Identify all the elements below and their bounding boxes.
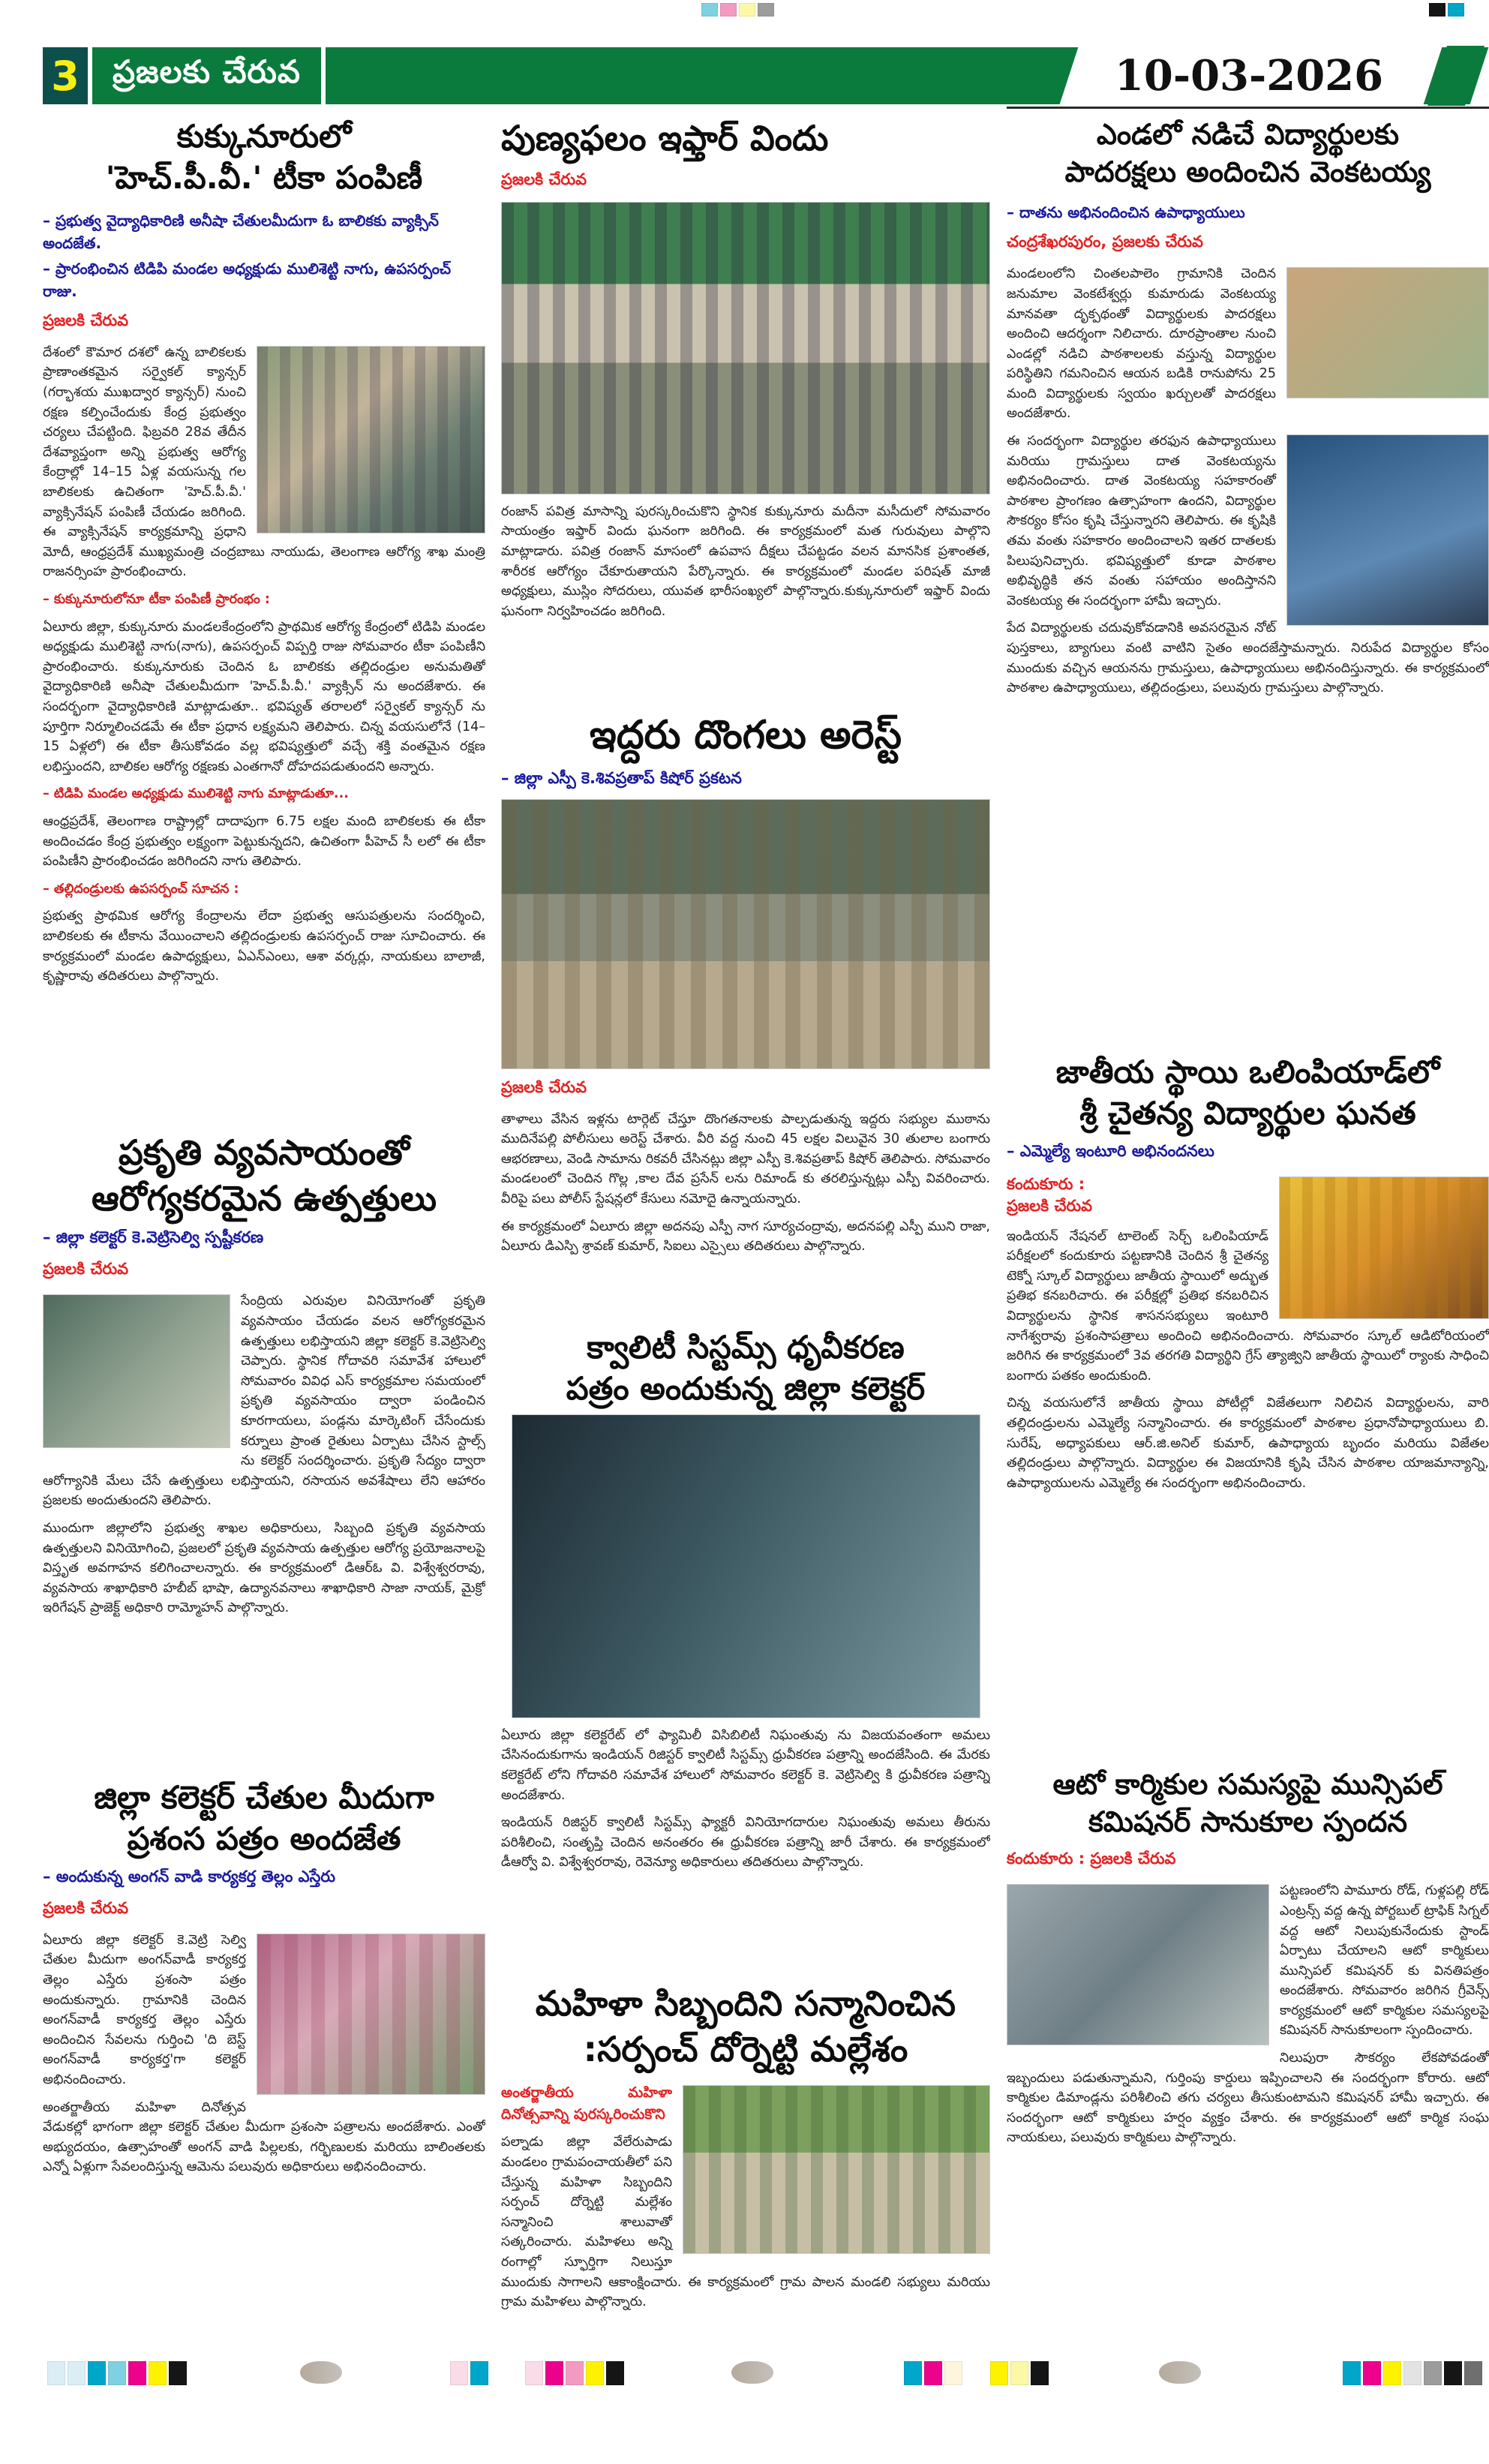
column-3 <box>1007 116 1489 2363</box>
article-headline: పత్రం అందుకున్న జిల్లా కలెక్టర్ <box>566 1370 926 1408</box>
article-headline: ఆరోగ్యకరమైన ఉత్పత్తులు <box>91 1177 437 1218</box>
color-swatch <box>904 2361 922 2385</box>
body-paragraph: ఈ కార్యక్రమంలో ఏలూరు జిల్లా అదనపు ఎస్పీ నాగ సూర్యచంద్రావు, అదనపల్లి ఎస్పీ ముని రాజా, ఏలూరు డిఎస్పి శ్రావణ్ కుమార్, సిఐలు ఎస్సైలు తదితరులు పాల్గొన్నారు. <box>501 1218 990 1255</box>
color-swatch <box>990 2361 1008 2385</box>
column-2 <box>501 116 990 2363</box>
body-paragraph: ఏలూరు జిల్లా కలెక్టర్ కె.వెట్రి సెల్వి చేతుల మీదుగా అంగన్‌వాడీ కార్యకర్త తెల్లం ఎస్తేరు ప్రశంసా పత్రం అందుకున్నారు. గ్రామానికి చెందిన అంగన్‌వాడీ కార్యకర్త తెల్లం ఎస్తేరు అందించిన సేవలను గుర్తించి 'ది బెస్ట్ అంగన్‌వాడీ కార్యకర్త'గా కలెక్టర్ అభినందించారు. <box>43 1932 246 2088</box>
body-paragraph: ఆంధ్రప్రదేశ్, తెలంగాణ రాష్ట్రాల్లో దాదాపుగా 6.75 లక్షల మంది బాలికలకు ఈ టీకా అందించడం కేంద్ర ప్రభుత్వం లక్ష్యంగా పెట్టుకున్నదని, ఉచితంగా పీహెచ్ సీ లలో ఈ టీకా పంపిణీని ప్రారంభించడం జరిగిందని నాగు తెలిపారు. <box>43 813 485 870</box>
article-body <box>501 2082 990 2312</box>
article-auto-workers <box>1007 1765 1489 2358</box>
color-swatch <box>606 2361 624 2385</box>
photo-vaccination-event <box>257 346 485 533</box>
article-headline: :సర్పంచ్ దోర్నెట్టి మల్లేశం <box>583 2028 908 2069</box>
dateline: కందుకూరు : ప్రజలకి చేరువ <box>1007 1850 1176 1868</box>
article-body <box>1007 1881 1489 2148</box>
byline: – అందుకున్న అంగన్ వాడి కార్యకర్త తెల్లం ఎస్తేరు <box>43 1867 336 1886</box>
body-paragraph: ముందుగా జిల్లాలోని ప్రభుత్వ శాఖల అధికారులు, సిబ్బంది ప్రకృతి వ్యవసాయ ఉత్పత్తులని వినియోగించి, ప్రజలలో ప్రకృతి వ్యవసాయ ఉత్పత్తుల ఆరోగ్య ప్రయోజనాలపై విస్తృత అవగాహన కలిగించాలన్నారు. ఈ కార్యక్రమంలో డిఆర్ఓ వి. విశ్వేశ్వరరావు, వ్యవసాయ శాఖాధికారి హబీబ్ భాషా, ఉద్యానవనాలు శాఖాధికారి సాజా నాయక్, మైక్రో ఇరిగేషన్ ప్రాజెక్ట్ అధికారి రామ్మోహన్ పాల్గొన్నారు. <box>43 1520 485 1616</box>
article-hpv-vaccine <box>43 116 485 1113</box>
masthead: ప్రజలకు చేరువ <box>92 47 321 104</box>
dateline: ప్రజలకి చేరువ <box>501 170 587 188</box>
color-swatch <box>1010 2361 1028 2385</box>
article-headline: ఎండలో నడిచే విద్యార్థులకు <box>1096 118 1400 151</box>
page-number: 3 <box>43 47 88 104</box>
article-body <box>1007 264 1489 698</box>
bullet-point: – దాతను అభినందించిన ఉపాధ్యాయులు <box>1007 203 1245 222</box>
photo-commissioner-meeting <box>1007 1884 1269 2045</box>
article-body <box>43 1931 485 2177</box>
article-headline: ఆటో కార్మికుల సమస్యపై మున్సిపల్ <box>1052 1768 1443 1801</box>
article-headline: ప్రశంస పత్రం అందజేత <box>127 1820 401 1858</box>
body-paragraph: మండలంలోని చింతలపాలెం గ్రామానికి చెందిన జనుమాల వెంకటేశ్వర్లు కుమారుడు వెంకటయ్య మానవతా దృక్పథంతో విద్యార్థులకు పాదరక్షలు అందించి ఆదర్శంగా నిలిచారు. దూరప్రాంతాల నుంచి ఎండల్లో నడిచి పాఠశాలలకు వస్తున్న విద్యార్థుల పరిస్థితిని గమనించిన ఆయన బడికి రానుపోను 25 మంది విద్యార్థులకు స్వయం ఖర్చులతో పాదరక్షలు అందజేశారు. <box>1007 266 1276 422</box>
color-swatch <box>1444 2361 1462 2385</box>
article-headline: మహిళా సిబ్బందిని సన్మానించిన <box>535 1983 956 2024</box>
color-swatch <box>128 2361 146 2385</box>
color-swatch <box>758 3 774 17</box>
byline: – జిల్లా ఎస్పీ కె.శివప్రతాప్ కిషోర్ ప్రకటన <box>501 768 742 787</box>
photo-iftar-gathering <box>501 202 990 494</box>
article-women-staff-felicitation <box>501 1981 990 2356</box>
article-body <box>501 1726 990 1873</box>
article-headline: కమిషనర్ సానుకూల స్పందన <box>1088 1805 1408 1839</box>
color-swatch <box>470 2361 488 2385</box>
photo-certificate-presentation <box>512 1414 980 1718</box>
registration-marks-bottom-3 <box>525 2361 624 2385</box>
dateline: ప్రజలకి చేరువ <box>43 1898 129 1917</box>
body-paragraph: పల్నాడు జిల్లా వేలేరుపాడు మండలం గ్రామపంచాయతీలో పని చేస్తున్న మహిళా సిబ్బందిని సర్పంచ్ దోర్నెట్టి మల్లేశం సన్మానించి శాలువాతో సత్కరించారు. మహిళలు అన్ని రంగాల్లో స్ఫూర్తిగా నిలుస్తూ ముందుకు సాగాలని ఆకాంక్షించారు. ఈ కార్యక్రమంలో గ్రామ పాలన మండలి సభ్యులు మరియు గ్రామ మహిళలు పాల్గొన్నారు. <box>501 2135 990 2310</box>
color-swatch <box>1448 3 1464 17</box>
registration-marks-bottom-5 <box>990 2361 1049 2385</box>
dateline-line: ప్రజలకి చేరువ <box>1007 1197 1093 1215</box>
photo-donor-portrait <box>1286 434 1489 626</box>
registration-barrel <box>300 2361 342 2384</box>
red-subhead: – కుక్కునూరులోనూ టీకా పంపిణీ ప్రారంభం : <box>43 592 270 607</box>
article-body <box>43 343 485 987</box>
body-paragraph: ఇండియన్ రిజిస్టర్ క్వాలిటీ సిస్టమ్స్ ఫ్యాక్టరీ వినియోగదారుల నిఘంతువు అమలు తీరును పరిశీలించి, సంతృప్తి చెందిన అనంతరం ఈ ధ్రువీకరణ పత్రాన్ని జారీ చేశారు. ఈ కార్యక్రమంలో డీఆర్వో వి. విశ్వేశ్వరరావు, రెవెన్యూ అధికారులు తదితరులు పాల్గొన్నారు. <box>501 1815 990 1871</box>
color-swatch <box>586 2361 604 2385</box>
photo-collector-produce <box>43 1294 230 1448</box>
article-headline: పాదరక్షలు అందించిన వెంకటయ్య <box>1064 155 1431 189</box>
red-lead: అంతర్జాతీయ మహిళా దినోత్సవాన్ని పురస్కరించుకొని <box>501 2084 672 2123</box>
body-paragraph: ఇండియన్ నేషనల్ టాలెంట్ సెర్చ్ ఒలింపియాడ్ పరీక్షలలో కందుకూరు పట్టణానికి చెందిన శ్రీ చైతన్య టెక్నో స్కూల్ విద్యార్థులు జాతీయ స్థాయిలో అద్భుత ప్రతిభ కనబరిచారు. ఈ పరీక్షల్లో ప్రతిభ కనబరిచిన విద్యార్థులను స్థానిక శాసనసభ్యులు ఇంటూరి నాగేశ్వరావు ప్రశంసాపత్రాలు అందించి అభినందించారు. సోమవారం స్కూల్ ఆడిటోరియంలో జరిగిన ఈ కార్యక్రమంలో 3వ తరగతి విద్యార్థిని గ్రేస్ త్యాజ్విని జాతీయ స్థాయిలో ర్యాంకు సాధించి బంగారు పతకం అందుకుంది. <box>1007 1228 1489 1384</box>
registration-marks-bottom-4 <box>904 2361 962 2385</box>
dateline: చంద్రశేఖరపురం, ప్రజలకు చేరువ <box>1007 233 1203 251</box>
body-paragraph: ఈ సందర్భంగా విద్యార్థుల తరఫున ఉపాధ్యాయులు మరియు గ్రామస్తులు దాత వెంకటయ్యను అభినందించారు. దాత వెంకటయ్య సహకారంతో పాఠశాల ప్రాంగణం ఉత్సాహంగా ఉందని, విద్యార్థుల సౌకర్యం కోసం కృషి చేస్తున్నారని తెలిపారు. ఈ కృషికి తమ వంతు సహకారం అందించాలని ఇతర దాతలకు పిలుపునిచ్చారు. భవిష్యత్తులో కూడా పాఠశాల అభివృద్ధికి తన వంతు సహాయం అందిస్తానని వెంకటయ్య ఈ సందర్భంగా హామీ ఇచ్చారు. <box>1007 434 1276 608</box>
article-headline: జిల్లా కలెక్టర్ చేతుల మీదుగా <box>94 1779 434 1816</box>
body-paragraph: ఏలూరు జిల్లా, కుక్కునూరు మండలకేంద్రంలోని ప్రాథమిక ఆరోగ్య కేంద్రంలో టిడిపి మండల అధ్యక్షుడు ములిశెట్టి నాగు(నాగు), ఉపసర్పంచ్ విప్పర్తి రాజు సోమవారం టీకా పంపిణీని ప్రారంభించారు. కుక్కునూరుకు చెందిన ఓ బాలికకు తల్లిదండ్రుల అనుమతితో వైద్యాధికారిణి అనీషా చేతులమీదుగా 'హెచ్.పీ.వీ.' వ్యాక్సిన్ ను అందజేశారు. ఈ సందర్భంగా వైద్యాధికారిణి మాట్లాడుతూ.. భవిష్యత్ తరాలలో సర్వైకల్ క్యాన్సర్ ను పూర్తిగా నిర్మూలించడమే ఈ టీకా ప్రధాన లక్ష్యమని తెలిపారు. చిన్న వయసులోనే (14–15 ఏళ్లలో) ఈ టీకా తీసుకోవడం వల్ల భవిష్యత్తులో వచ్చే శక్తి వంతమైన రక్షణ లభిస్తుందని, బాలికల ఆరోగ్య రక్షణకు ఎంతగానో దోహదపడుతుందని అన్నారు. <box>43 619 485 774</box>
article-headline: పుణ్యఫలం ఇఫ్తార్ విందు <box>501 118 829 158</box>
color-swatch <box>924 2361 942 2385</box>
article-bullets <box>43 209 485 302</box>
article-body <box>501 1110 990 1257</box>
body-paragraph: నిలుపురా సౌకర్యం లేకపోవడంతో ఇబ్బందులు పడుతున్నామని, గుర్తింపు కార్డులు ఇప్పించాలని ఈ సందర్భంగా కోరారు. ఆటో కార్మికుల డిమాండ్లను పరిశీలించి తగు చర్యలు తీసుకుంటామని కమిషనర్ హామీ ఇచ్చారు. ఈ సందర్భంగా ఆటో కార్మికులు హర్షం వ్యక్తం చేశారు. ఈ కార్యక్రమంలో ఆటో కార్మిక సంఘ నాయకులు, పలువురు కార్మికులు పాల్గొన్నారు. <box>1007 2051 1489 2146</box>
photo-award-crowd <box>1279 1176 1489 1319</box>
registration-marks-bottom-2 <box>450 2361 488 2385</box>
issue-date: 10-03-2026 <box>1114 51 1384 101</box>
article-body <box>501 502 990 622</box>
article-headline: శ్రీ చైతన్య విద్యార్థుల ఘనత <box>1079 1095 1416 1132</box>
article-olympiad-achievement <box>1007 1051 1489 1749</box>
color-swatch <box>1464 2361 1482 2385</box>
color-swatch <box>566 2361 584 2385</box>
article-bullets <box>1007 201 1489 224</box>
body-paragraph: సేంద్రియ ఎరువుల వినియోగంతో ప్రకృతి వ్యవసాయం చేయడం వలన ఆరోగ్యకరమైన ఉత్పత్తులు లభిస్తాయని జిల్లా కలెక్టర్ కె.వెట్రిసెల్వి చెప్పారు. స్థానిక గోదావరి సమావేశ హాలులో సోమవారం వివిధ ఎస్ కార్యక్రమాల సమయంలో ప్రకృతి వ్యవసాయం ద్వారా పండించిన కూరగాయలు, పండ్లను మార్కెటింగ్ చేసేందుకు కర్నూలు ప్రాంత రైతులు ఏర్పాటు చేసిన స్టాల్స్ ను కలెక్టర్ సందర్శించారు. ప్రకృతి సేద్యం ద్వారా ఆరోగ్యానికి మేలు చేసే ఉత్పత్తులు లభిస్తాయని, రసాయన అవశేషాలు లేని ఆహారం ప్రజలకు అందుతుందని తెలిపారు. <box>43 1294 485 1509</box>
registration-barrel <box>731 2361 773 2384</box>
article-headline: కుక్కునూరులో <box>176 118 352 155</box>
color-swatch <box>149 2361 167 2385</box>
dateline-line: కందుకూరు : <box>1007 1174 1085 1193</box>
byline: – జిల్లా కలెక్టర్ కె.వెట్రిసెల్వి స్పష్టీకరణ <box>43 1228 264 1247</box>
article-headline: ప్రకృతి వ్యవసాయంతో <box>119 1132 410 1173</box>
registration-barrel <box>1159 2361 1201 2384</box>
color-swatch <box>701 3 718 17</box>
body-paragraph: దేశంలో కౌమార దశలో ఉన్న బాలికలకు ప్రాణాంతకమైన సర్వైకల్ క్యాన్సర్ (గర్భాశయ ముఖద్వార క్యాన్సర్) నుంచి రక్షణ కల్పించేందుకు కేంద్ర ప్రభుత్వం చర్యలు చేపట్టింది. ఫిబ్రవరి 28వ తేదీన దేశవ్యాప్తంగా అన్ని ప్రభుత్వ ఆరోగ్య కేంద్రాల్లో 14–15 ఏళ్ల వయసున్న గల బాలికలకు ఉచితంగా 'హెచ్.పీ.వీ.' వ్యాక్సినేషన్ పంపిణీ చేయడం జరిగింది. ఈ వ్యాక్సినేషన్ కార్యక్రమాన్ని ప్రధాని మోదీ, ఆంధ్రప్రదేశ్ ముఖ్యమంత్రి చంద్రబాబు నాయుడు, తెలంగాణ ఆరోగ్య శాఖ మంత్రి రాజనర్సింహ ప్రారంభించారు. <box>43 344 485 580</box>
registration-marks-bottom-1 <box>47 2361 187 2385</box>
article-headline: జాతీయ స్థాయి ఒలింపియాడ్‌లో <box>1055 1053 1440 1090</box>
article-praise-certificate <box>43 1777 485 2354</box>
dateline: ప్రజలకి చేరువ <box>501 1077 587 1096</box>
article-organic-farming <box>43 1130 485 1760</box>
color-swatch <box>108 2361 126 2385</box>
red-subhead: – తల్లిదండ్రులకు ఉపసర్పంచ్ సూచన : <box>43 881 239 897</box>
column-1 <box>43 116 485 2363</box>
bullet-point: – ప్రారంభించిన టిడిపి మండల అధ్యక్షుడు ములిశెట్టి నాగు, ఉపసర్పంచ్ రాజు. <box>43 259 452 300</box>
article-body <box>1007 1173 1489 1494</box>
color-swatch <box>68 2361 86 2385</box>
body-paragraph: అంతర్జాతీయ మహిళా దినోత్సవ వేడుకల్లో భాగంగా జిల్లా కలెక్టర్ చేతుల మీదుగా ప్రశంసా పత్రాలను అందజేశారు. ఎంతో అభ్యుదయం, ఉత్సాహంతో అంగన్ వాడి పిల్లలకు, గర్భిణులకు మరియు బాలింతలకు ఎన్నో ఏళ్లుగా సేవలందిస్తున్న ఆమెను పలువురు అధికారులు అభినందించారు. <box>43 2099 485 2175</box>
red-subhead: – టిడిపి మండల అధ్యక్షుడు ములిశెట్టి నాగు మాట్లాడుతూ... <box>43 786 349 802</box>
article-thieves-arrest <box>501 710 990 1310</box>
body-paragraph: పట్టణంలోని పామూరు రోడ్, గుళ్లపల్లి రోడ్ ఎంట్రన్స్ వద్ద ఉన్న పోర్టబుల్ ట్రాఫిక్ సిగ్నల్ వద్ద ఆటో నిలుపుకునేందుకు స్టాండ్ ఏర్పాటు చేయాలని ఆటో కార్మికులు మున్సిపల్ కమిషనర్ కు వినతిపత్రం అందజేశారు. సోమవారం జరిగిన గ్రీవెన్స్ కార్యక్రమంలో ఆటో కార్మికుల సమస్యలపై కమిషనర్ సానుకూలంగా స్పందించారు. <box>1280 1883 1489 2039</box>
article-headline: 'హెచ్.పీ.వీ.' టీకా పంపిణీ <box>105 159 423 197</box>
photo-police-recovered-property <box>501 799 990 1069</box>
article-quality-certificate <box>501 1327 990 1964</box>
color-swatch <box>1363 2361 1381 2385</box>
color-swatch <box>47 2361 65 2385</box>
article-headline: ఇద్దరు దొంగలు అరెస్ట్ <box>590 713 902 758</box>
color-swatch <box>169 2361 187 2385</box>
byline: – ఎమ్మెల్యే ఇంటూరి అభినందనలు <box>1007 1141 1214 1160</box>
dateline: ప్రజలకి చేరువ <box>43 311 129 329</box>
color-swatch <box>1429 3 1445 17</box>
photo-children-footwear <box>1286 267 1489 398</box>
article-iftar <box>501 116 990 693</box>
color-swatch <box>739 3 755 17</box>
body-paragraph: రంజాన్ పవిత్ర మాసాన్ని పురస్కరించుకొని స్థానిక కుక్కునూరు మదీనా మసీదులో సోమవారం సాయంత్రం ఇఫ్తార్ విందు ఘనంగా జరిగింది. ఈ కార్యక్రమంలో మత గురువులు పాల్గొని మాట్లాడారు. పవిత్ర రంజాన్ మాసంలో ఉపవాస దీక్షలు చేపట్టడం వలన మానసిక ప్రశాంతత, శారీరక ఆరోగ్యం చేకూరుతాయని పేర్కొన్నారు. ఈ కార్యక్రమంలో మండల పరిషత్ మాజీ అధ్యక్షులు, ముస్లిం సోదరులు, యువత భారీసంఖ్యలో పాల్గొన్నారు.కుక్కునూరులో ఇఫ్తార్ విందు ఘనంగా నిర్వహించడం జరిగింది. <box>501 503 990 619</box>
dateline: ప్రజలకి చేరువ <box>43 1260 129 1279</box>
article-footwear-donation <box>1007 116 1489 1035</box>
color-swatch <box>1403 2361 1421 2385</box>
color-swatch <box>944 2361 962 2385</box>
color-swatch <box>1424 2361 1442 2385</box>
body-paragraph: చిన్న వయసులోనే జాతీయ స్థాయి పోటీల్లో విజేతలుగా నిలిచిన విద్యార్థులను, వారి తల్లిదండ్రులను ఎమ్మెల్యే సన్మానించారు. ఈ కార్యక్రమంలో పాఠశాల ప్రధానోపాధ్యాయులు బి. సురేష్, అధ్యాపకులు ఆర్.జి.అనిల్ కుమార్, ఉపాధ్యాయ బృందం మరియు విజేతల తల్లిదండ్రులు పాల్గొన్నారు. విద్యార్థుల ఈ విజయానికి కృషి చేసిన పాఠశాల యాజమాన్యాన్ని, ఉపాధ్యాయులను ఎమ్మెల్యే ఈ సందర్భంగా అభినందించారు. <box>1007 1396 1489 1491</box>
color-swatch <box>720 3 737 17</box>
color-swatch <box>1383 2361 1401 2385</box>
article-body <box>43 1291 485 1618</box>
body-paragraph: తాళాలు వేసిన ఇళ్లను టార్గెట్ చేస్తూ దొంగతనాలకు పాల్పడుతున్న ఇద్దరు సభ్యుల ముఠాను ముదినేపల్లి పోలీసులు అరెస్ట్ చేశారు. వీరి వద్ద నుంచి 45 లక్షల విలువైన 30 తులాల బంగారు ఆభరణాలు, వెండి సామాను రికవరీ చేసినట్లు జిల్లా ఎస్పీ కె.శివప్రతాప్ కిషోర్ తెలిపారు. సోమవారం మండలంలో చెందిన గొల్ల ,కాల దేవ ప్రసేన్ లను రిమాండ్ కు తరలిస్తున్నట్లు ఎస్పీ వివరించారు. వీరిపై పలు పోలీస్ స్టేషన్లలో కేసులు నమోదై ఉన్నాయన్నారు. <box>501 1111 990 1206</box>
body-paragraph: పేద విద్యార్థులకు చదువుకోవడానికి అవసరమైన నోట్ పుస్తకాలు, బ్యాగులు వంటి వాటిని సైతం అందజేస్తామన్నారు. నిరుపేద విద్యార్థుల కోసం ముందుకు వచ్చిన ఆయనను గ్రామస్తులు, ఉపాధ్యాయులు అభినందిస్తున్నారు. ఈ కార్యక్రమంలో పాఠశాల ఉపాధ్యాయులు, తల్లిదండ్రులు, పలువురు గ్రామస్తులు పాల్గొన్నారు. <box>1007 621 1489 696</box>
color-swatch <box>545 2361 563 2385</box>
color-swatch <box>525 2361 543 2385</box>
photo-women-group <box>683 2085 990 2254</box>
header-rule <box>1007 107 1489 109</box>
color-swatch <box>88 2361 106 2385</box>
registration-marks-top <box>701 3 774 17</box>
body-paragraph: ఏలూరు జిల్లా కలెక్టరేట్ లో ఫ్యామిలీ విసిబిలిటీ నిఘంతువు ను విజయవంతంగా అమలు చేసినందుకుగాను ఇండియన్ రిజిస్టర్ క్వాలిటీ సిస్టమ్స్ ధ్రువీకరణ పత్రాన్ని అందజేసింది. ఈ మేరకు కలెక్టరేట్ లోని గోదావరి సమావేశ హాలులో సోమవారం కలెక్టర్ కె. వెట్రిసెల్వి కి ధ్రువీకరణ పత్రాన్ని అందజేశారు. <box>501 1727 990 1803</box>
body-paragraph: ప్రభుత్వ ప్రాథమిక ఆరోగ్య కేంద్రాలను లేదా ప్రభుత్వ ఆసుపత్రులను సందర్శించి, బాలికలకు ఈ టీకాను వేయించాలని తల్లిదండ్రులకు ఉపసర్పంచ్ రాజు సూచించారు. ఈ కార్యక్రమంలో మండల ఉపాధ్యక్షులు, ఏఎన్ఎంలు, ఆశా వర్కర్లు, నాయకులు బాలాజీ, కృష్ణారావు తదితరులు పాల్గొన్నారు. <box>43 909 485 984</box>
registration-marks-top-right <box>1429 3 1464 17</box>
color-swatch <box>1343 2361 1361 2385</box>
registration-marks-bottom-6 <box>1343 2361 1482 2385</box>
article-headline: క్వాలిటీ సిస్టమ్స్ ధృవీకరణ <box>587 1329 905 1366</box>
color-swatch <box>1031 2361 1049 2385</box>
photo-anganwadi-award <box>257 1934 485 2095</box>
color-swatch <box>450 2361 468 2385</box>
bullet-point: – ప్రభుత్వ వైద్యాధికారిణి అనీషా చేతులమీదుగా ఓ బాలికకు వ్యాక్సిన్ అందజేత. <box>43 211 439 252</box>
